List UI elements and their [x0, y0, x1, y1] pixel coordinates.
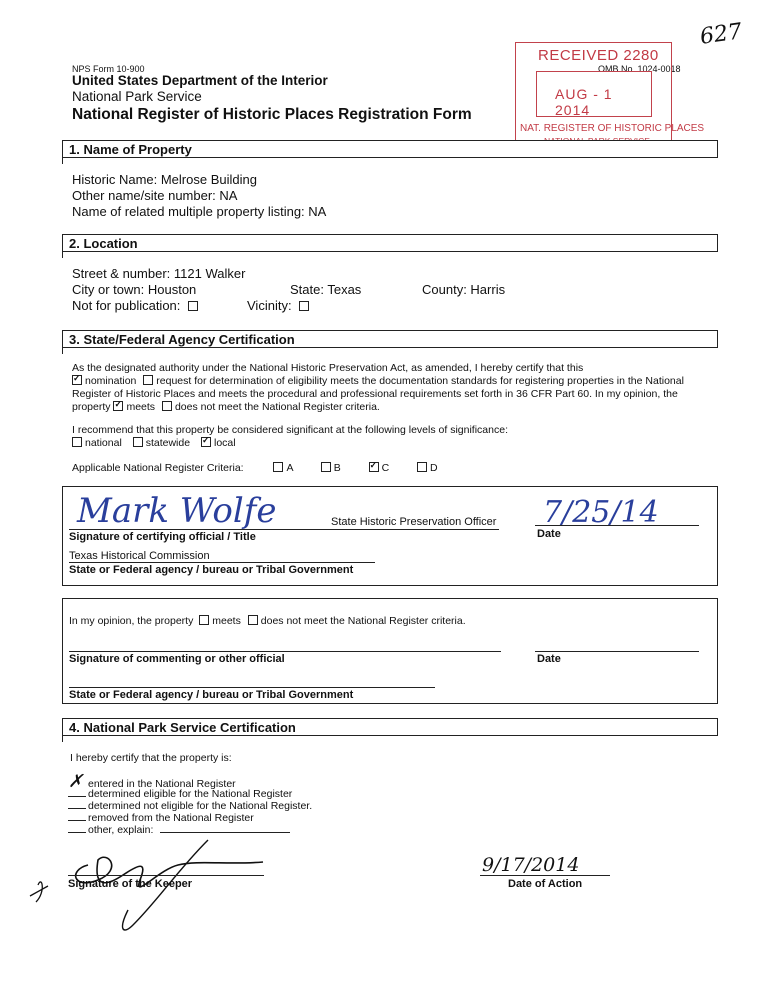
vicinity-label: Vicinity: — [247, 298, 292, 313]
option-entered-mark: ✗ — [68, 771, 84, 792]
nomination-checkbox[interactable] — [72, 375, 82, 385]
option-eligible[interactable] — [68, 788, 312, 800]
criteria-b-label: B — [333, 462, 341, 474]
local-label: local — [213, 437, 236, 449]
department-name: United States Department of the Interior — [72, 73, 328, 88]
nomination-label: nomination — [85, 375, 137, 387]
option-entered[interactable] — [68, 771, 312, 792]
not-meet-checkbox[interactable] — [162, 401, 172, 411]
other-name: Other name/site number: NA — [72, 188, 238, 203]
para-line-2 — [72, 375, 712, 388]
stamp-date-box — [536, 71, 652, 117]
opinion-meets-checkbox[interactable] — [199, 615, 209, 625]
section-4-title: 4. National Park Service Certification — [69, 720, 296, 735]
nps-intro: I hereby certify that the property is: — [70, 752, 232, 764]
opinion-not-meet-label: does not meet the National Register criteria. — [260, 615, 466, 627]
section-2-header — [62, 234, 718, 252]
section-3-title: 3. State/Federal Agency Certification — [69, 332, 295, 347]
nps-options — [68, 771, 313, 836]
not-meet-label: does not meet the National Register criteria. — [174, 401, 380, 413]
request-checkbox[interactable] — [143, 375, 153, 385]
opinion-label: In my opinion, the property — [69, 615, 194, 627]
significance-paragraph — [72, 424, 712, 450]
para-line-1: As the designated authority under the National Historic Preservation Act, as amended, I hereby certify that this — [72, 362, 584, 374]
stamp-line1: NAT. REGISTER OF HISTORIC PLACES — [520, 123, 705, 134]
street-number: Street & number: 1121 Walker — [72, 266, 246, 281]
criteria-a-checkbox[interactable] — [273, 462, 283, 472]
option-eligible-label: determined eligible for the National Register — [88, 788, 293, 800]
signature-label: Signature of certifying official / Title — [69, 531, 256, 543]
significance-intro: I recommend that this property be considered significant at the following levels of significance: — [72, 424, 508, 436]
not-for-publication-label: Not for publication: — [72, 298, 181, 313]
property-label: property — [72, 401, 111, 413]
certifying-signature-box — [62, 486, 718, 586]
significance-options — [72, 437, 712, 450]
option-not-eligible[interactable] — [68, 800, 312, 812]
opinion-row — [69, 615, 466, 628]
not-for-publication-checkbox[interactable] — [188, 301, 198, 311]
action-date: 9/17/2014 — [482, 854, 580, 876]
meets-label: meets — [126, 401, 156, 413]
criteria-b-checkbox[interactable] — [321, 462, 331, 472]
section-2-title: 2. Location — [69, 236, 138, 251]
commenting-official-box — [62, 598, 718, 704]
certifying-date: 7/25/14 — [543, 495, 659, 530]
section-4-header — [62, 718, 718, 736]
section-1-title: 1. Name of Property — [69, 142, 192, 157]
agency-label: State or Federal agency / bureau or Tribal Government — [69, 564, 354, 576]
commenting-signature-label: Signature of commenting or other official — [69, 653, 285, 665]
keeper-signature-label: Signature of the Keeper — [68, 878, 193, 890]
option-entered-label: entered in the National Register — [88, 778, 236, 790]
opinion-not-meet-checkbox[interactable] — [248, 615, 258, 625]
statewide-label: statewide — [145, 437, 191, 449]
form-title: National Register of Historic Places Registration Form — [72, 106, 472, 123]
opinion-meets-label: meets — [212, 615, 241, 627]
stamp-date: AUG - 1 2014 — [555, 86, 613, 118]
related-listing: Name of related multiple property listing: NA — [72, 204, 327, 219]
criteria-row — [72, 462, 712, 475]
criteria-d-checkbox[interactable] — [417, 462, 427, 472]
service-name: National Park Service — [72, 89, 202, 104]
option-removed-label: removed from the National Register — [88, 812, 254, 824]
state: State: Texas — [290, 282, 362, 297]
agency-name: Texas Historical Commission — [69, 550, 210, 562]
certifying-signature: Mark Wolfe — [77, 491, 277, 531]
option-other-label: other, explain: — [88, 824, 154, 836]
criteria-c-label: C — [381, 462, 390, 474]
statewide-checkbox[interactable] — [133, 437, 143, 447]
option-removed[interactable] — [68, 812, 312, 824]
officer-title: State Historic Preservation Officer — [331, 516, 497, 528]
section-3-header — [62, 330, 718, 348]
keeper-signature-line — [68, 875, 264, 876]
local-checkbox[interactable] — [201, 437, 211, 447]
action-date-label: Date of Action — [508, 878, 583, 890]
section-1-header — [62, 140, 718, 158]
request-label: request for determination of eligibility meets the documentation standards for registering properties in the National — [156, 375, 684, 387]
para-line-4 — [72, 401, 712, 414]
certification-paragraph — [72, 362, 712, 414]
historic-name: Historic Name: Melrose Building — [72, 172, 257, 187]
county: County: Harris — [422, 282, 506, 297]
criteria-a-label: A — [286, 462, 293, 474]
commenting-date-label: Date — [537, 653, 561, 665]
para-line-3: Register of Historic Places and meets the procedural and professional requirements set forth in 36 CFR Part 60. In my opinion, the — [72, 388, 678, 400]
agency-label-2: State or Federal agency / bureau or Tribal Government — [69, 689, 354, 701]
date-line — [535, 525, 699, 526]
option-not-eligible-label: determined not eligible for the National Register. — [88, 800, 313, 812]
national-checkbox[interactable] — [72, 437, 82, 447]
action-date-line — [480, 875, 610, 876]
criteria-c-checkbox[interactable] — [369, 462, 379, 472]
criteria-label: Applicable National Register Criteria: — [72, 462, 244, 474]
national-label: national — [85, 437, 122, 449]
meets-checkbox[interactable] — [113, 401, 123, 411]
not-for-publication — [72, 298, 201, 314]
date-label: Date — [537, 528, 561, 540]
criteria-d-label: D — [430, 462, 438, 474]
handwritten-page-number: 627 — [698, 19, 744, 50]
vicinity-checkbox[interactable] — [299, 301, 309, 311]
vicinity — [247, 298, 312, 314]
stamp-received-text: RECEIVED 2280 — [538, 47, 659, 64]
city-town: City or town: Houston — [72, 282, 197, 297]
received-stamp — [515, 42, 705, 152]
form-number: NPS Form 10-900 — [72, 64, 145, 74]
omb-number: OMB No. 1024-0018 — [598, 64, 681, 74]
